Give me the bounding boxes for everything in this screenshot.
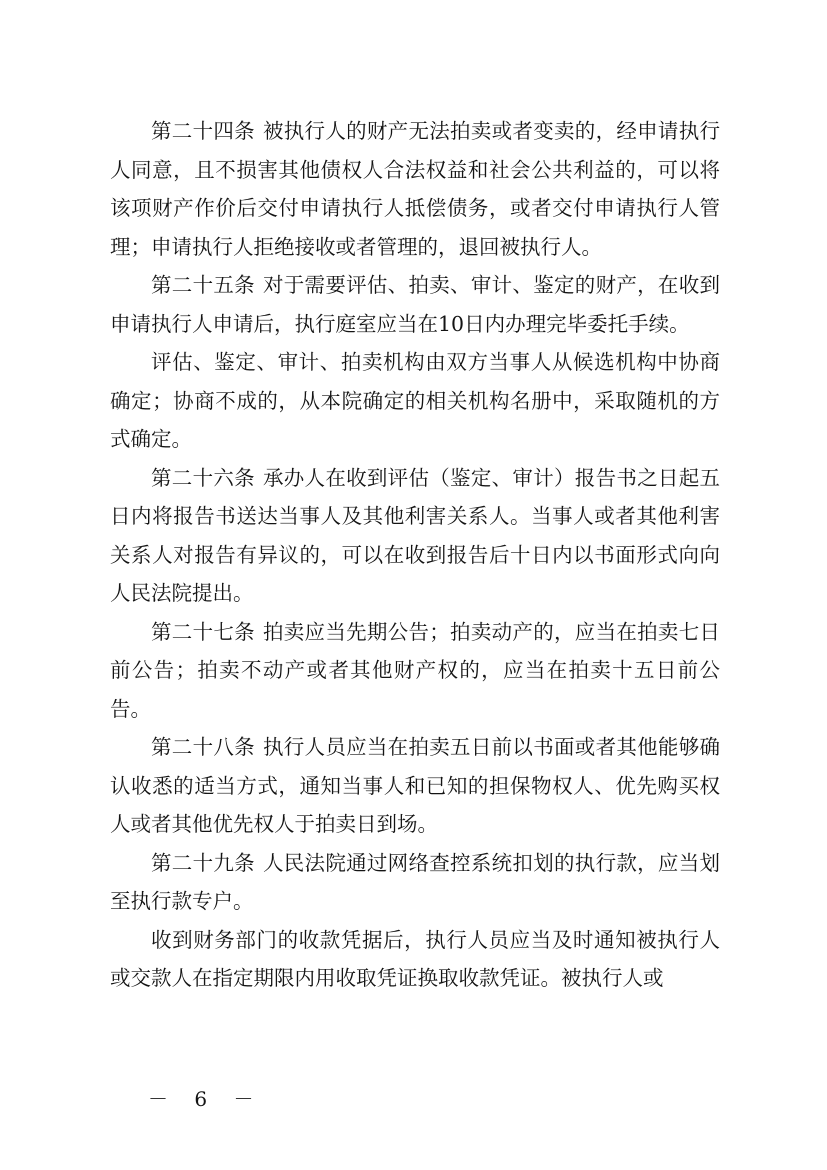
paragraph-article-29-cont	[110, 921, 720, 998]
article-heading: 第二十五条	[151, 273, 255, 297]
paragraph-article-25-cont	[110, 343, 720, 459]
paragraph-text: 执行人员应当在拍卖五日前以书面或者其他能够确认收悉的适当方式，通知当事人和已知的担保物权人、优先购买权人或者其他优先权人于拍卖日到场。	[110, 735, 721, 836]
paragraph-text: 收到财务部门的收款凭据后，执行人员应当及时通知被执行人或交款人在指定期限内用收取凭证换取收款凭证。被执行人或	[110, 927, 720, 990]
paragraph-article-27	[110, 613, 720, 729]
page-number: － 6 －	[148, 1087, 264, 1111]
document-body	[110, 112, 720, 998]
article-heading: 第二十九条	[151, 850, 255, 875]
paragraph-article-29	[110, 844, 720, 921]
article-heading: 第二十八条	[151, 735, 255, 759]
paragraph-text: 评估、鉴定、审计、拍卖机构由双方当事人从候选机构中协商确定；协商不成的，从本院确定的相关机构名册中，采取随机的方式确定。	[110, 350, 720, 451]
paragraph-text: 对于需要评估、拍卖、审计、鉴定的财产，在收到申请执行人申请后，执行庭室应当在10日内办理完毕委托手续。	[110, 273, 721, 336]
paragraph-text: 拍卖应当先期公告；拍卖动产的，应当在拍卖七日前公告；拍卖不动产或者其他财产权的，应当在拍卖十五日前公告。	[110, 619, 721, 721]
paragraph-article-28	[110, 728, 720, 844]
paragraph-article-25	[110, 266, 720, 343]
article-heading: 第二十七条	[151, 619, 255, 644]
article-heading: 第二十六条	[151, 465, 255, 490]
paragraph-article-24	[110, 112, 720, 266]
paragraph-text: 被执行人的财产无法拍卖或者变卖的，经申请执行人同意，且不损害其他债权人合法权益和社会公共利益的，可以将该项财产作价后交付申请执行人抵偿债务，或者交付申请执行人管理；申请执行人拒绝接收或者管理的，退回被执行人。	[110, 119, 721, 259]
paragraph-text: 承办人在收到评估（鉴定、审计）报告书之日起五日内将报告书送达当事人及其他利害关系人。当事人或者其他利害关系人对报告有异议的，可以在收到报告后十日内以书面形式向向人民法院提出。	[110, 465, 721, 605]
paragraph-text: 人民法院通过网络查控系统扣划的执行款，应当划至执行款专户。	[110, 850, 721, 913]
article-heading: 第二十四条	[151, 119, 255, 143]
paragraph-article-26	[110, 459, 720, 613]
